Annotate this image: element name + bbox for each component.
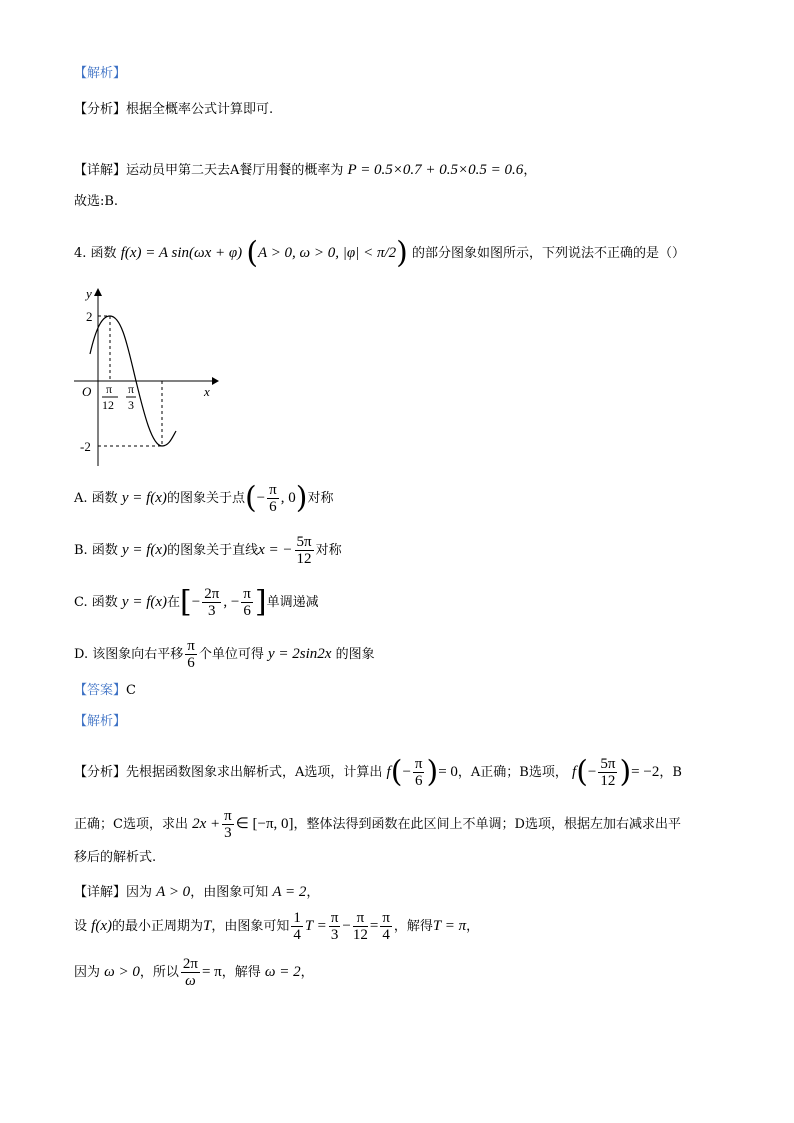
comma-minus: , − xyxy=(223,594,240,610)
equals-sign: = xyxy=(369,918,379,934)
detail-end: ， xyxy=(523,163,537,178)
pi3-fraction xyxy=(329,910,341,943)
frac-num: π xyxy=(414,756,423,772)
analysis-2-line-1 xyxy=(74,752,682,792)
detail-text: ，解得 xyxy=(393,919,433,934)
frac-den: ω xyxy=(185,973,196,989)
frac-den: 3 xyxy=(208,603,216,619)
line-fraction xyxy=(295,534,314,567)
sine-graph xyxy=(74,288,224,468)
detail-text: 的最小正周期为 xyxy=(111,919,203,934)
x-axis-arrow xyxy=(212,377,219,385)
f2-eq: = −2 xyxy=(631,764,660,780)
quarter-fraction xyxy=(291,910,303,943)
detail-text: ，由图象可知 xyxy=(190,885,269,900)
x-tick-2-den: 3 xyxy=(128,398,134,412)
option-d xyxy=(74,634,375,674)
paren-left: ( xyxy=(576,754,588,790)
option-text: 在 xyxy=(167,595,181,610)
y-axis-label: y xyxy=(86,288,92,301)
detail-text: ，由图象可知 xyxy=(211,919,290,934)
detail-line-1 xyxy=(74,160,536,181)
option-b xyxy=(74,530,342,570)
detail-eq: = π xyxy=(201,964,222,980)
detail-formula: A > 0 xyxy=(156,884,191,900)
option-text: 个单位可得 xyxy=(198,647,264,662)
minus-sign: − xyxy=(342,918,351,934)
option-label: D. xyxy=(74,647,89,662)
minus-sign: − xyxy=(256,490,266,506)
answer-line xyxy=(74,681,136,701)
option-text: 单调递减 xyxy=(266,595,319,610)
paren-left: ( xyxy=(246,235,259,271)
analysis-header-1: 【解析】 xyxy=(74,66,127,81)
paren-left: ( xyxy=(390,754,403,790)
option-text: 函数 xyxy=(91,491,118,506)
analysis-text: 根据全概率公式计算即可. xyxy=(126,102,274,117)
frac-num: π xyxy=(382,910,390,926)
analysis-label: 【分析】 xyxy=(74,102,127,117)
frac-num: π xyxy=(330,910,339,926)
option-c xyxy=(74,582,319,622)
frac-num: π xyxy=(187,638,195,654)
bracket-right: ] xyxy=(254,584,267,620)
frac-num: 5π xyxy=(296,534,312,550)
option-a xyxy=(74,478,333,518)
frac-den: 12 xyxy=(352,927,368,943)
analysis-label: 【分析】 xyxy=(74,765,127,780)
paren-right: ) xyxy=(295,480,308,516)
detail-formula: T = π xyxy=(432,918,467,934)
pi4-fraction xyxy=(380,910,392,943)
detail-text: 因为 xyxy=(126,885,153,900)
option-formula: y = 2sin2x xyxy=(267,646,332,662)
frac-num: 2π xyxy=(182,956,198,972)
option-label: C. xyxy=(74,595,88,610)
frac-num: π xyxy=(224,808,232,824)
detail-text: ， xyxy=(466,919,480,934)
minus-sign: − xyxy=(402,764,411,780)
detail-eq: T = xyxy=(304,918,327,934)
option-text: 的图象 xyxy=(335,647,375,662)
question-intro: 函数 xyxy=(90,246,117,261)
minus-sign: − xyxy=(191,594,201,610)
answer-label: 【答案】 xyxy=(74,683,127,698)
option-text: 函数 xyxy=(91,543,118,558)
detail-formula: A = 2 xyxy=(272,884,307,900)
detail-2-line-1 xyxy=(74,882,319,903)
analysis-text: ，整体法得到函数在此区间上不单调；D选项，根据左加右减求出平 xyxy=(293,817,681,832)
frac-num: 2π xyxy=(204,586,220,602)
detail-label: 【详解】 xyxy=(74,885,127,900)
option-text: 的图象关于点 xyxy=(166,491,245,506)
question-function: f(x) = A sin(ωx + φ) xyxy=(120,245,243,261)
detail-formula: ω > 0 xyxy=(104,964,140,980)
detail-formula: f(x) xyxy=(91,918,112,934)
paren-left: ( xyxy=(244,480,257,516)
frac-den: 4 xyxy=(382,927,390,943)
f-symbol: f xyxy=(572,764,577,780)
detail-label: 【详解】 xyxy=(74,163,127,178)
pi12-fraction xyxy=(353,910,368,943)
detail-2-line-2 xyxy=(74,906,479,946)
x-tick-1-den: 12 xyxy=(102,398,114,412)
analysis-text: 先根据函数图象求出解析式，A选项，计算出 xyxy=(126,765,383,780)
y-max-label: 2 xyxy=(86,309,93,324)
line-eq: x = − xyxy=(258,542,293,558)
f2-fraction xyxy=(598,756,617,789)
detail-text: ，解得 xyxy=(221,965,261,980)
analysis-header-2: 【解析】 xyxy=(74,714,127,729)
detail-text: 设 xyxy=(74,919,88,934)
question-4 xyxy=(74,233,685,273)
point-fraction xyxy=(267,482,279,515)
origin-label: O xyxy=(82,384,92,399)
option-label: A. xyxy=(74,491,88,506)
frac-den: 4 xyxy=(293,927,301,943)
interval-fraction-2 xyxy=(241,586,253,619)
analysis-text: 正确；C选项，求出 xyxy=(74,817,188,832)
option-label: B. xyxy=(74,543,88,558)
x-tick-2-num: π xyxy=(128,382,135,396)
frac-den: 3 xyxy=(224,825,232,841)
frac-den: 3 xyxy=(330,927,339,943)
paren-right: ) xyxy=(396,235,408,271)
frac-den: 6 xyxy=(414,773,423,789)
analysis-set: ∈ [−π, 0] xyxy=(235,816,294,832)
x-axis-label: x xyxy=(204,384,210,399)
minus-sign: − xyxy=(587,764,597,780)
option-formula: y = f(x) xyxy=(121,594,168,610)
detail-text: ，所以 xyxy=(139,965,179,980)
detail-text: ， xyxy=(306,885,320,900)
analysis-text: ，B xyxy=(659,765,682,780)
question-tail: 的部分图象如图所示，下列说法不正确的是（） xyxy=(411,246,685,261)
f-symbol: f xyxy=(386,764,391,780)
detail-formula: P = 0.5×0.7 + 0.5×0.5 = 0.6 xyxy=(347,162,524,178)
question-number: 4. xyxy=(74,246,87,261)
frac-den: 6 xyxy=(269,499,277,515)
detail-text: ， xyxy=(300,965,314,980)
question-condition: A > 0, ω > 0, |φ| < π/2 xyxy=(258,245,397,261)
frac-num: π xyxy=(353,910,368,927)
bracket-left: [ xyxy=(180,584,192,620)
paren-right: ) xyxy=(619,754,632,790)
option-formula: y = f(x) xyxy=(121,542,168,558)
y-min-label: -2 xyxy=(80,439,91,454)
analysis-2-line-3: 移后的解析式. xyxy=(74,850,157,865)
frac-num: 5π xyxy=(600,756,616,772)
frac-den: 6 xyxy=(243,603,251,619)
option-text: 该图象向右平移 xyxy=(92,647,184,662)
analysis-2-line-2 xyxy=(74,804,681,844)
omega-fraction xyxy=(181,956,200,989)
frac-num: π xyxy=(243,586,251,602)
f1-fraction xyxy=(413,756,425,789)
y-axis-arrow xyxy=(94,288,102,296)
frac-num: π xyxy=(269,482,277,498)
choice-line: 故选:B. xyxy=(74,194,119,209)
option-text: 函数 xyxy=(91,595,118,610)
analysis-expr: 2x + xyxy=(192,816,221,832)
answer-value: C xyxy=(126,683,136,698)
shift-fraction xyxy=(185,638,197,671)
frac-den: 6 xyxy=(187,655,195,671)
frac-den: 12 xyxy=(296,551,312,567)
interval-fraction-1 xyxy=(202,586,221,619)
detail-2-line-3 xyxy=(74,952,314,992)
paren-right: ) xyxy=(426,754,439,790)
period-symbol: T xyxy=(203,918,212,934)
option-text: 的图象关于直线 xyxy=(167,543,259,558)
option-text: 对称 xyxy=(315,543,342,558)
frac-den: 12 xyxy=(600,773,616,789)
line2-fraction xyxy=(222,808,234,841)
detail-formula: ω = 2 xyxy=(264,964,301,980)
analysis-line-1 xyxy=(74,100,273,120)
analysis-text: ，A正确；B选项， xyxy=(457,765,568,780)
x-tick-1-num: π xyxy=(106,382,113,396)
detail-text: 因为 xyxy=(74,965,101,980)
detail-text: 运动员甲第二天去A餐厅用餐的概率为 xyxy=(126,163,344,178)
frac-num: 1 xyxy=(293,910,301,926)
option-text: 对称 xyxy=(307,491,334,506)
option-formula: y = f(x) xyxy=(121,490,167,506)
f1-eq: = 0 xyxy=(438,764,458,780)
point-zero: , 0 xyxy=(280,490,296,506)
